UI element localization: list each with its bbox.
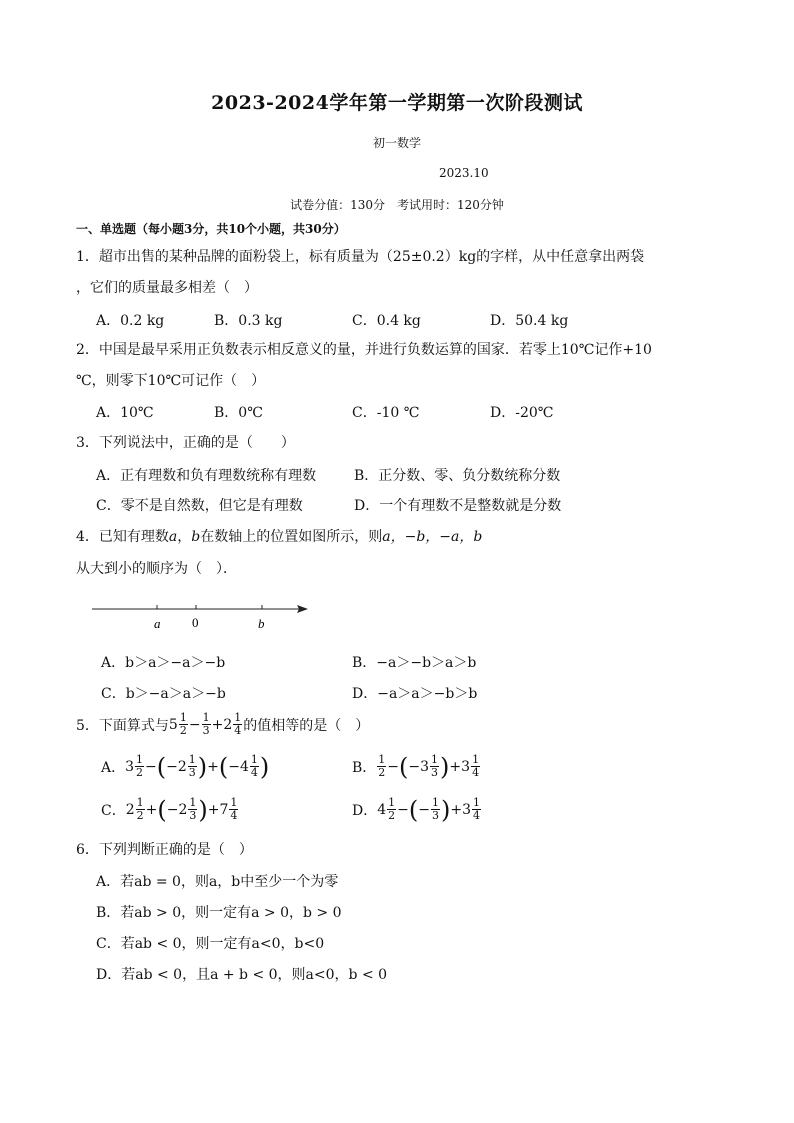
denominator: 3 xyxy=(202,724,210,737)
fraction xyxy=(377,754,386,779)
q3-option-d: D．一个有理数不是整数就是分数 xyxy=(354,498,562,514)
whole: 4 xyxy=(377,801,387,818)
numerator: 1 xyxy=(378,753,386,766)
numerator: 1 xyxy=(136,753,144,766)
fraction xyxy=(472,797,481,822)
whole: −2 xyxy=(166,758,187,775)
fraction xyxy=(431,797,440,822)
q1-option-b: B．0.3 kg xyxy=(214,313,283,329)
whole: − xyxy=(418,801,430,818)
q1-option-c: C．0.4 kg xyxy=(352,313,421,329)
q2-option-b: B．0℃ xyxy=(214,405,263,421)
q4-var-b: b xyxy=(191,529,201,545)
operator: + xyxy=(450,801,463,818)
label-b: b xyxy=(258,616,265,631)
q3-option-c: C．零不是自然数，但它是有理数 xyxy=(96,498,303,514)
fraction xyxy=(250,754,259,779)
q5-stem xyxy=(76,712,369,737)
numerator: 1 xyxy=(431,753,439,766)
q5-expr-minus: − xyxy=(188,716,201,733)
denominator: 2 xyxy=(378,766,386,779)
q5-expr-w1: 5 xyxy=(168,716,178,733)
numerator: 1 xyxy=(202,711,210,724)
q5-expr-w3: 2 xyxy=(223,716,233,733)
fraction xyxy=(430,754,439,779)
whole: −4 xyxy=(228,758,249,775)
option-label: B． xyxy=(352,759,377,776)
denominator: 2 xyxy=(388,809,396,822)
operator: − xyxy=(145,758,157,775)
numerator: 1 xyxy=(179,711,187,724)
denominator: 2 xyxy=(136,809,144,822)
denominator: 3 xyxy=(431,766,439,779)
q4-var-a: a xyxy=(168,529,178,545)
whole: −2 xyxy=(166,801,188,818)
whole: 3 xyxy=(462,801,472,818)
denominator: 4 xyxy=(250,766,258,779)
denominator: 3 xyxy=(188,766,196,779)
denominator: 3 xyxy=(432,809,439,822)
fraction xyxy=(188,797,197,822)
denominator: 4 xyxy=(230,809,238,822)
operator: + xyxy=(207,801,220,818)
q3-option-a: A．正有理数和负有理数统称有理数 xyxy=(96,468,317,484)
q4-option-d: D．−a＞a＞−b＞b xyxy=(352,686,478,702)
q5-expr-frac3 xyxy=(233,712,242,737)
fraction xyxy=(387,797,396,822)
q5-option-c: C． 2 $\frac{1}{2}$ + ( −2 $\frac{1}{3}$ ) + 7 $\frac{1}{4}$ xyxy=(101,795,238,824)
q2-option-c: C．-10 ℃ xyxy=(352,405,420,421)
q4-option-b: B．−a＞−b＞a＞b xyxy=(352,655,477,671)
q5-option-b: B． $\frac{1}{2}$ − ( −3 $\frac{1}{3}$ ) + 3 $\frac{1}{4}$ xyxy=(352,752,480,781)
denominator: 3 xyxy=(189,809,197,822)
operator: − xyxy=(387,758,400,775)
q4-line1 xyxy=(76,526,482,546)
q3-option-b: B．正分数、零、负分数统称分数 xyxy=(354,468,561,484)
fraction xyxy=(135,754,144,779)
option-label: C． xyxy=(101,802,126,819)
q5-expr-frac1 xyxy=(179,712,188,737)
denominator: 4 xyxy=(234,724,242,737)
numerator: 1 xyxy=(136,796,144,809)
fraction xyxy=(188,754,197,779)
denominator: 2 xyxy=(136,766,144,779)
operator: + xyxy=(449,758,462,775)
numerator: 1 xyxy=(432,796,439,809)
q1-line2: ，它们的质量最多相差（ ） xyxy=(76,280,258,296)
fraction xyxy=(471,754,480,779)
q5-option-a: A． 3 $\frac{1}{2}$ − ( −2 $\frac{1}{3}$ ) + ( −4 $\frac{1}{4}$ ) xyxy=(101,752,270,781)
q4-list: a，−b，−a，b xyxy=(382,529,483,545)
q4-text-a: 4．已知有理数 xyxy=(76,529,169,545)
q5-expr-frac2 xyxy=(202,712,211,737)
operator: + xyxy=(145,801,158,818)
option-label: D． xyxy=(352,802,378,819)
q4-option-a: A．b＞a＞−a＞−b xyxy=(101,655,226,671)
q6-option-c: C．若ab < 0，则一定有a<0，b<0 xyxy=(96,936,325,952)
q6-option-d: D．若ab < 0，且a + b < 0，则a<0，b < 0 xyxy=(96,967,388,983)
q3-stem: 3．下列说法中，正确的是（ ） xyxy=(76,435,295,451)
subject-label: 初一数学 xyxy=(372,136,421,150)
numerator: 1 xyxy=(230,796,238,809)
numerator: 1 xyxy=(473,796,481,809)
label-a: a xyxy=(154,616,161,631)
page-title: 2023-2024学年第一学期第一次阶段测试 xyxy=(211,92,583,114)
q5-option-d: D． 4 $\frac{1}{2}$ − ( − $\frac{1}{3}$ ) + 3 $\frac{1}{4}$ xyxy=(352,795,481,824)
q6-stem: 6．下列判断正确的是（ ） xyxy=(76,842,253,858)
number-line-figure xyxy=(88,598,313,634)
q4-option-c: C．b＞−a＞a＞−b xyxy=(101,686,226,702)
numerator: 1 xyxy=(188,753,196,766)
whole: 3 xyxy=(461,758,471,775)
operator: + xyxy=(207,758,219,775)
fraction xyxy=(229,797,238,822)
q5-expr-plus: + xyxy=(211,716,224,733)
q4-comma: ， xyxy=(177,529,192,545)
numerator: 1 xyxy=(189,796,197,809)
whole: 2 xyxy=(125,801,135,818)
numerator: 1 xyxy=(250,753,258,766)
q5-stem-b: 的值相等的是（ ） xyxy=(243,717,370,734)
denominator: 4 xyxy=(473,809,481,822)
q2-option-a: A．10℃ xyxy=(96,405,154,421)
q6-option-b: B．若ab > 0，则一定有a > 0，b > 0 xyxy=(96,905,342,921)
q4-text-b: 在数轴上的位置如图所示，则 xyxy=(200,529,383,545)
numerator: 1 xyxy=(388,796,396,809)
label-zero: 0 xyxy=(192,615,199,630)
exam-info: 试卷分值：130分 考试用时：120分钟 xyxy=(290,198,504,212)
whole: 7 xyxy=(219,801,229,818)
operator: − xyxy=(397,801,409,818)
whole: 3 xyxy=(125,758,135,775)
denominator: 2 xyxy=(179,724,187,737)
q1-line1: 1．超市出售的某种品牌的面粉袋上，标有质量为（25±0.2）kg的字样，从中任意拿出两袋 xyxy=(76,249,645,265)
q2-line2: ℃，则零下10℃可记作（ ） xyxy=(76,373,266,389)
q5-stem-a: 5．下面算式与 xyxy=(76,717,169,734)
q2-option-d: D．-20℃ xyxy=(490,405,554,421)
denominator: 4 xyxy=(472,766,480,779)
q2-line1: 2．中国是最早采用正负数表示相反意义的量，并进行负数运算的国家．若零上10℃记作+10 xyxy=(76,342,652,358)
q6-option-a: A．若ab = 0，则a，b中至少一个为零 xyxy=(96,874,339,890)
q1-option-d: D．50.4 kg xyxy=(490,313,569,329)
numerator: 1 xyxy=(234,711,242,724)
q4-line2: 从大到小的顺序为（ ）． xyxy=(76,561,237,577)
whole: −3 xyxy=(408,758,430,775)
numerator: 1 xyxy=(472,753,480,766)
q1-option-a: A．0.2 kg xyxy=(96,313,165,329)
section-heading: 一、单选题（每小题3分，共10个小题，共30分） xyxy=(76,222,346,236)
fraction xyxy=(136,797,145,822)
option-label: A． xyxy=(101,759,126,776)
exam-date: 2023.10 xyxy=(439,166,489,180)
